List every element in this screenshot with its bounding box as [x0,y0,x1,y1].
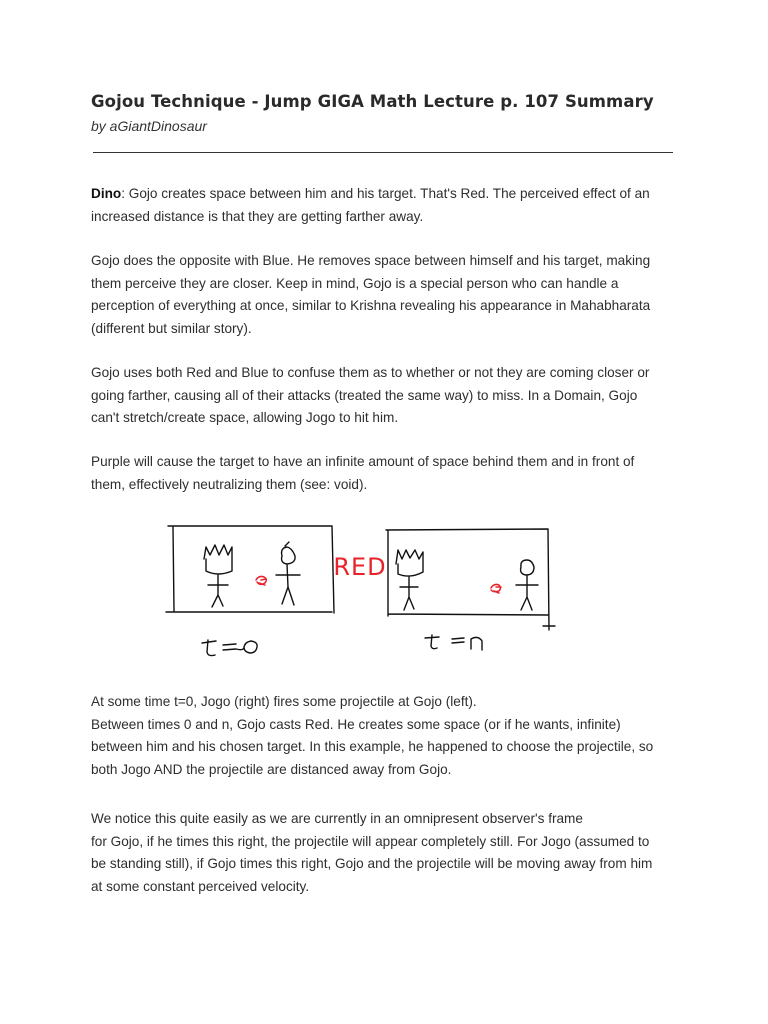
text-line: Between times 0 and n, Gojo casts Red. He creates some space (or if he wants, infinite) [91,716,621,732]
frame-left-box [166,526,334,613]
jogo-right-figure [516,560,538,610]
frame-right-box [386,529,555,630]
text-line: We notice this quite easily as we are currently in an omnipresent observer's frame [91,811,583,826]
text-line: (different but similar story). [91,320,252,336]
paragraph-red-and-blue [91,362,691,430]
speaker-label: Dino [91,186,122,201]
caption-right-tn [425,635,482,650]
paragraph-dino-intro [91,183,691,228]
text-line: both Jogo AND the projectile are distanced away from Gojo. [91,761,452,777]
paragraph-explanation [91,691,691,781]
title-divider [93,152,673,153]
text-line: going farther, causing all of their attacks (treated the same way) to miss. In a Domain, Gojo [91,387,638,403]
text-line: them, effectively neutralizing them (see: void). [91,476,368,492]
text-line: Gojo uses both Red and Blue to confuse them as to whether or not they are coming closer or [91,365,650,380]
text-line: them perceive they are closer. Keep in mind, Gojo is a special person who can handle a [91,275,619,291]
text-line: increased distance is that they are getting farther away. [91,208,424,224]
text-line: can't stretch/create space, allowing Jogo to hit him. [91,410,399,425]
caption-left-t0 [202,640,257,656]
text-line: : Gojo creates space between him and his target. That's Red. The perceived effect of an [121,186,650,201]
jogo-left-figure [276,542,300,605]
paragraph-purple [91,451,691,496]
text-line: perception of everything at once, similar to Krishna revealing his appearance in Mahabharata [91,298,651,313]
paragraph-observer [91,808,691,898]
paragraph-blue [91,250,691,340]
projectile-right-icon [491,584,501,593]
projectile-left-icon [256,576,266,585]
hand-drawn-diagram [160,515,560,667]
document-title: Gojou Technique - Jump GIGA Math Lecture p. 107 Summary [91,92,654,111]
text-line: be standing still), if Gojo times this right, Gojo and the projectile will be moving away from him [91,856,653,871]
text-line: Purple will cause the target to have an infinite amount of space behind them and in front of [91,454,635,469]
text-line: at some constant perceived velocity. [91,878,310,894]
red-label: RED [333,553,387,581]
text-line: At some time t=0, Jogo (right) fires some projectile at Gojo (left). [91,694,477,709]
text-line: for Gojo, if he times this right, the projectile will appear completely still. For Jogo (assumed to [91,833,650,849]
gojo-left-figure [204,545,232,607]
gojo-right-figure [396,550,423,610]
author-byline: by aGiantDinosaur [91,118,207,134]
text-line: between him and his chosen target. In this example, he happened to choose the projectile, so [91,739,654,754]
text-line: Gojo does the opposite with Blue. He removes space between himself and his target, making [91,253,651,268]
